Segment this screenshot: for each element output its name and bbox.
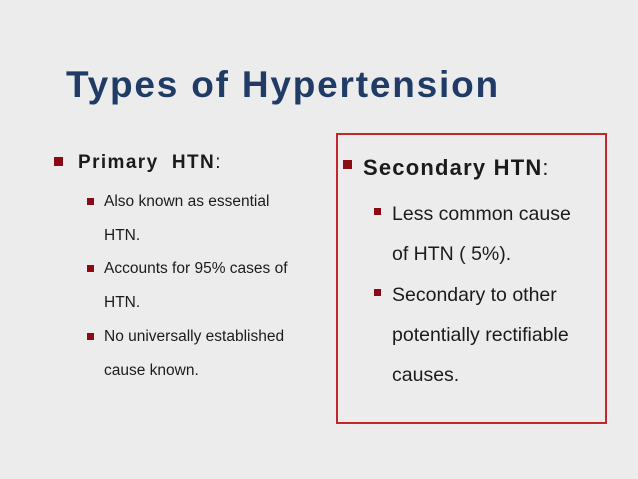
primary-item-2-line2: HTN. xyxy=(104,294,141,311)
primary-item-3-line1: No universally established xyxy=(104,328,285,345)
secondary-item-2-line1: Secondary to other xyxy=(392,284,557,306)
bullet-square-icon xyxy=(54,157,63,166)
primary-htn-heading xyxy=(78,152,222,174)
sub-bullet-square-icon xyxy=(87,265,94,272)
sub-bullet-square-icon xyxy=(374,289,381,296)
primary-item-2-line1: Accounts for 95% cases of xyxy=(104,260,288,277)
secondary-item-1-line2: of HTN ( 5%). xyxy=(392,243,512,265)
bullet-square-icon xyxy=(343,160,352,169)
sub-bullet-square-icon xyxy=(87,333,94,340)
secondary-item-2-line2: potentially rectifiable xyxy=(392,324,569,346)
sub-bullet-square-icon xyxy=(374,208,381,215)
secondary-htn-heading-text: Secondary HTN xyxy=(363,155,543,180)
slide-title: Types of Hypertension xyxy=(66,64,500,105)
primary-item-3 xyxy=(104,320,284,388)
secondary-htn-heading xyxy=(363,155,550,181)
secondary-item-1-line1: Less common cause xyxy=(392,203,571,225)
primary-item-3-line2: cause known. xyxy=(104,362,199,379)
heading-colon: : xyxy=(215,152,222,173)
primary-item-2 xyxy=(104,252,288,320)
secondary-item-1 xyxy=(392,194,571,274)
sub-bullet-square-icon xyxy=(87,198,94,205)
secondary-item-2 xyxy=(392,275,569,395)
primary-item-1 xyxy=(104,185,269,253)
heading-colon: : xyxy=(542,155,550,180)
primary-item-1-line2: HTN. xyxy=(104,227,141,244)
primary-htn-heading-text: Primary HTN xyxy=(78,152,216,173)
secondary-item-2-line3: causes. xyxy=(392,364,460,386)
primary-item-1-line1: Also known as essential xyxy=(104,193,270,210)
